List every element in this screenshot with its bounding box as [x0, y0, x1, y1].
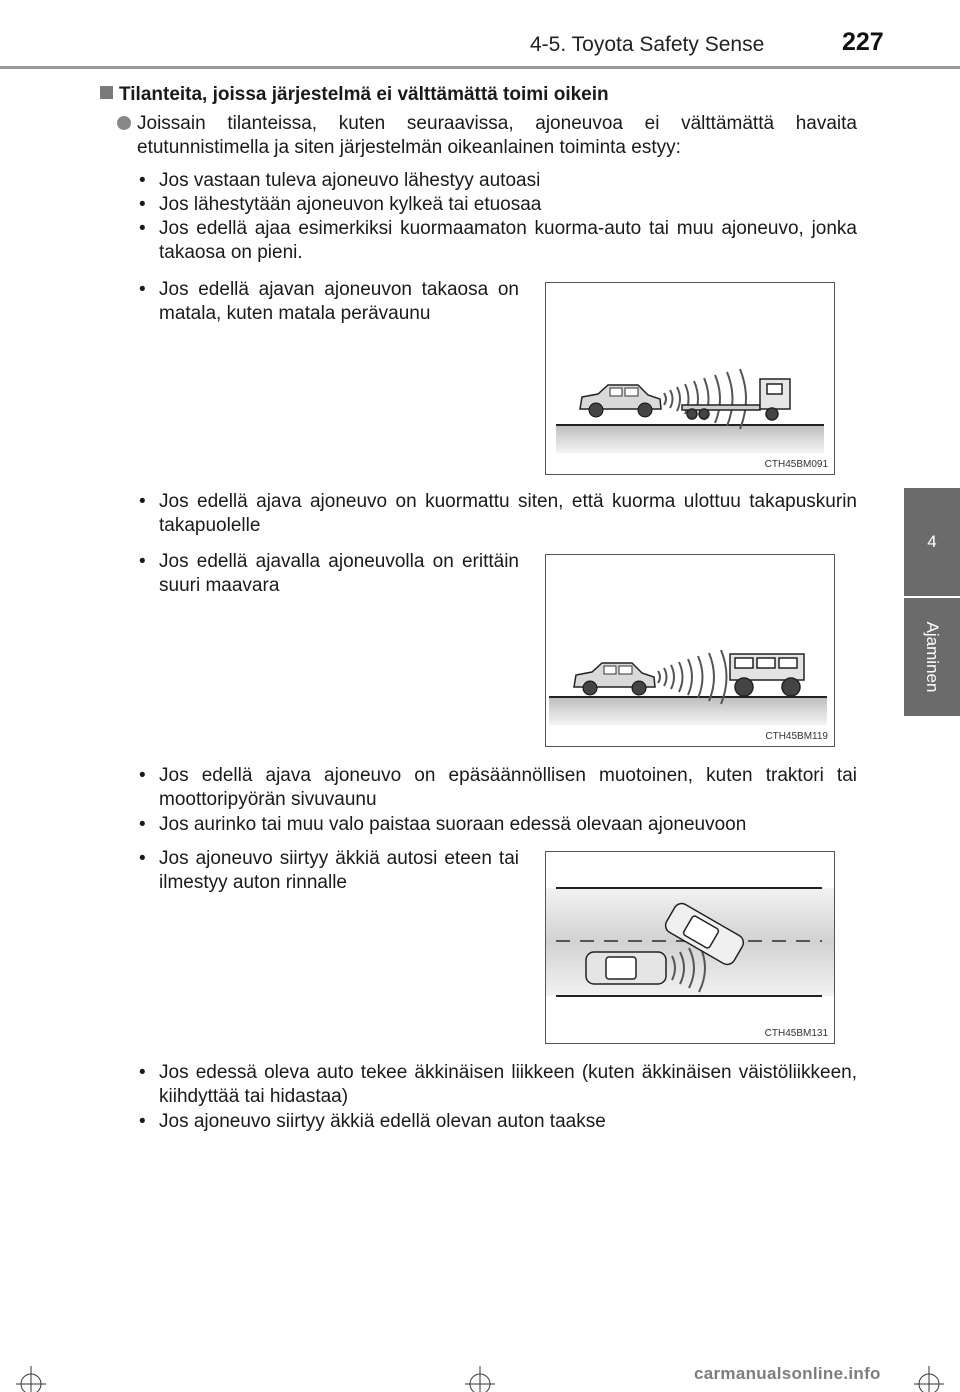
suv-icon	[730, 654, 804, 696]
list-item: • Jos edellä ajavan ajoneuvon takaosa on matala, kuten matala perävaunu	[139, 279, 519, 324]
list-item: • Jos aurinko tai muu valo paistaa suoraan edessä olevaan ajoneuvoon	[139, 814, 747, 835]
square-bullet-icon	[100, 86, 113, 99]
header-divider	[0, 66, 960, 69]
crosshair-icon	[14, 1364, 48, 1392]
figure-high-clearance	[545, 554, 835, 747]
figure-caption: CTH45BM131	[764, 1028, 828, 1039]
round-bullet-icon	[117, 116, 131, 130]
car-icon	[574, 663, 655, 695]
chapter-tab	[904, 598, 960, 716]
intro-paragraph: Joissain tilanteissa, kuten seuraavissa, ajoneuvoa ei välttämättä havaita etutunnistimella ja siten järjestelmän oikeanlainen toiminta estyy:	[117, 112, 857, 160]
list-item: • Jos edellä ajava ajoneuvo on epäsäännöllisen muotoinen, kuten traktori tai moottoripyörän sivuvaunu	[139, 765, 857, 810]
car-icon	[580, 385, 661, 417]
low-trailer-illustration	[546, 283, 834, 474]
list-item: • Jos vastaan tuleva ajoneuvo lähestyy autoasi	[139, 170, 541, 191]
cut-in-illustration	[546, 852, 834, 1043]
list-item: • Jos edellä ajava ajoneuvo on kuormattu siten, että kuorma ulottuu takapuskurin takapuolelle	[139, 491, 857, 536]
list-item: • Jos ajoneuvo siirtyy äkkiä edellä olevan auton taakse	[139, 1111, 606, 1132]
watermark: carmanualsonline.info	[694, 1364, 881, 1383]
page-number: 227	[842, 28, 884, 56]
own-car-icon	[586, 952, 666, 984]
list-item: • Jos edellä ajaa esimerkiksi kuormaamaton kuorma-auto tai muu ajoneuvo, jonka takaosa on pieni.	[139, 218, 857, 263]
list-item: • Jos edessä oleva auto tekee äkkinäisen liikkeen (kuten äkkinäisen väistöliikkeen, kiihdyttää tai hidastaa)	[139, 1062, 857, 1107]
high-clearance-illustration	[546, 555, 834, 746]
list-item: • Jos edellä ajavalla ajoneuvolla on erittäin suuri maavara	[139, 551, 519, 596]
list-item: • Jos lähestytään ajoneuvon kylkeä tai etuosaa	[139, 194, 542, 215]
crosshair-icon	[463, 1364, 497, 1392]
radar-waves-icon	[664, 369, 746, 429]
figure-cut-in	[545, 851, 835, 1044]
figure-low-trailer	[545, 282, 835, 475]
crosshair-icon	[912, 1364, 946, 1392]
list-item: • Jos ajoneuvo siirtyy äkkiä autosi eteen tai ilmestyy auton rinnalle	[139, 848, 519, 893]
chapter-tab-number: 4	[904, 488, 960, 596]
section-title: 4-5. Toyota Safety Sense	[530, 33, 765, 56]
section-heading: Tilanteita, joissa järjestelmä ei välttämättä toimi oikein	[100, 84, 609, 106]
radar-waves-icon	[658, 650, 727, 704]
chapter-tab-label: Ajaminen	[923, 621, 942, 693]
figure-caption: CTH45BM119	[765, 731, 828, 742]
figure-caption: CTH45BM091	[764, 459, 828, 470]
